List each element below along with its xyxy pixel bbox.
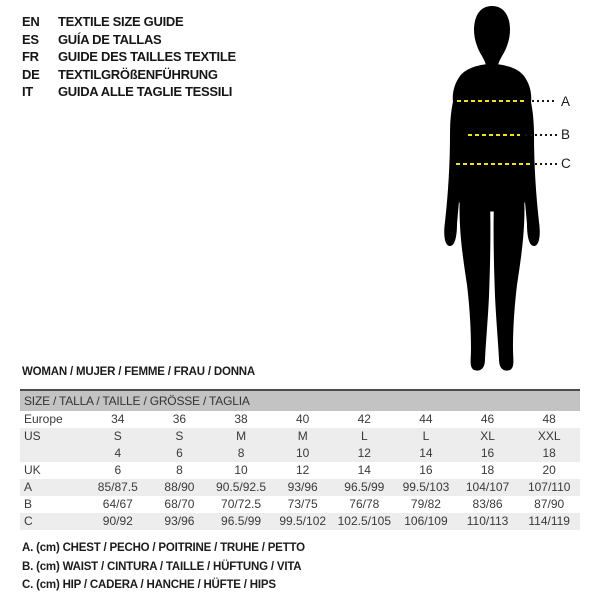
waist-line-label: B: [561, 127, 571, 142]
table-row-europe: [20, 411, 580, 428]
size-cell: 96.5/99: [344, 480, 385, 494]
size-cell: 6: [114, 463, 122, 477]
size-cell: 88/90: [164, 480, 195, 494]
size-cell: L: [360, 429, 368, 443]
table-row-us-letters: [20, 428, 580, 445]
lang-label-de: TEXTILGRÖßENFÜHRUNG: [58, 66, 218, 82]
gender-title: WOMAN / MUJER / FEMME / FRAU / DONNA: [22, 366, 256, 378]
size-cell: 8: [176, 463, 183, 477]
size-cell: 114/119: [528, 514, 570, 528]
size-cell: 14: [419, 446, 433, 460]
lang-label-fr: GUIDE DES TAILLES TEXTILE: [58, 49, 236, 65]
size-cell: XL: [480, 429, 495, 443]
size-cell: 40: [296, 412, 310, 426]
size-cell: 16: [419, 463, 433, 477]
table-row-hip: [20, 513, 580, 530]
table-row-us-numbers: [20, 445, 580, 462]
legend-waist: B. (cm) WAIST / CINTURA / TAILLE / HÜFTUNG / VITA: [22, 560, 302, 573]
size-cell: 8: [237, 446, 245, 460]
size-cell: 18: [480, 463, 495, 477]
size-cell: 93/96: [164, 514, 195, 528]
size-cell: L: [422, 429, 430, 443]
size-cell: S: [113, 429, 122, 443]
size-cell: 83/86: [472, 497, 503, 511]
size-cell: 87/90: [534, 497, 565, 511]
size-cell: 12: [357, 446, 371, 460]
table-row-uk: [20, 462, 580, 479]
lang-row-it: [22, 83, 236, 101]
size-cell: 34: [111, 412, 125, 426]
size-cell: 46: [480, 412, 495, 426]
size-cell: M: [236, 429, 247, 443]
size-cell: 6: [176, 446, 183, 460]
size-cell: XXL: [537, 429, 561, 443]
size-cell: 68/70: [164, 497, 195, 511]
size-cell: 73/75: [287, 497, 318, 511]
size-cell: S: [175, 429, 184, 443]
hip-line-label: C: [561, 156, 571, 171]
lang-code-en: EN: [22, 14, 40, 30]
size-cell: 20: [542, 463, 556, 477]
table-row-us: [20, 428, 580, 462]
lang-row-de: [22, 66, 236, 84]
size-cell: 48: [542, 412, 556, 426]
size-cell: 12: [296, 463, 310, 477]
lang-label-es: GUÍA DE TALLAS: [58, 31, 162, 47]
woman-silhouette: [444, 6, 540, 371]
chest-line-label: A: [561, 94, 571, 109]
language-title-block: [22, 13, 236, 101]
size-cell: 79/82: [410, 497, 441, 511]
size-cell: 106/109: [404, 514, 448, 528]
size-cell: 90/92: [102, 514, 133, 528]
size-cell: 38: [234, 412, 248, 426]
woman-figure: [430, 0, 600, 380]
lang-code-es: ES: [22, 31, 39, 47]
row-label: C: [24, 514, 33, 528]
size-cell: 110/113: [466, 514, 509, 528]
row-label: A: [24, 480, 33, 494]
lang-code-fr: FR: [22, 49, 39, 65]
table-row-waist: [20, 496, 580, 513]
size-cell: 44: [419, 412, 433, 426]
size-cell: 102.5/105: [337, 514, 391, 528]
size-cell: 96.5/99: [221, 514, 262, 528]
size-cell: 70/72.5: [221, 497, 262, 511]
size-cell: 76/78: [349, 497, 380, 511]
size-cell: M: [297, 429, 308, 443]
woman-figure-svg: [430, 0, 600, 380]
lang-row-fr: [22, 48, 236, 66]
size-cell: 18: [542, 446, 556, 460]
size-cell: 99.5/102: [279, 514, 327, 528]
size-cell: 36: [172, 412, 187, 426]
row-label-spacer: [20, 445, 87, 462]
size-cell: 93/96: [287, 480, 318, 494]
lang-label-it: GUIDA ALLE TAGLIE TESSILI: [58, 84, 233, 100]
size-cell: 14: [357, 463, 371, 477]
size-cell: 10: [234, 463, 248, 477]
size-cell: 90.5/92.5: [216, 480, 267, 494]
size-table-header: SIZE / TALLA / TAILLE / GRÖSSE / TAGLIA: [20, 391, 580, 411]
lang-label-en: TEXTILE SIZE GUIDE: [58, 14, 184, 30]
size-cell: 99.5/103: [402, 480, 450, 494]
size-cell: 10: [296, 446, 310, 460]
lang-code-it: IT: [22, 84, 33, 100]
size-table: [20, 389, 580, 530]
lang-row-en: [22, 13, 236, 31]
row-label: B: [24, 497, 33, 511]
size-cell: 42: [357, 412, 371, 426]
legend-hip: C. (cm) HIP / CADERA / HANCHE / HÜFTE / HIPS: [22, 579, 276, 591]
legend-chest: A. (cm) CHEST / PECHO / POITRINE / TRUHE / PETTO: [22, 542, 305, 554]
table-row-chest: [20, 479, 580, 496]
size-cell: 16: [480, 446, 495, 460]
size-cell: 64/67: [102, 497, 133, 511]
row-label: US: [24, 429, 41, 443]
row-label: UK: [24, 463, 41, 477]
size-cell: 107/110: [527, 480, 571, 494]
row-label: Europe: [24, 412, 63, 426]
size-cell: 4: [114, 446, 122, 460]
lang-code-de: DE: [22, 66, 40, 82]
measurement-legend: [22, 542, 305, 598]
size-cell: 85/87.5: [97, 480, 138, 494]
size-cell: 104/107: [465, 480, 510, 494]
lang-row-es: [22, 31, 236, 49]
